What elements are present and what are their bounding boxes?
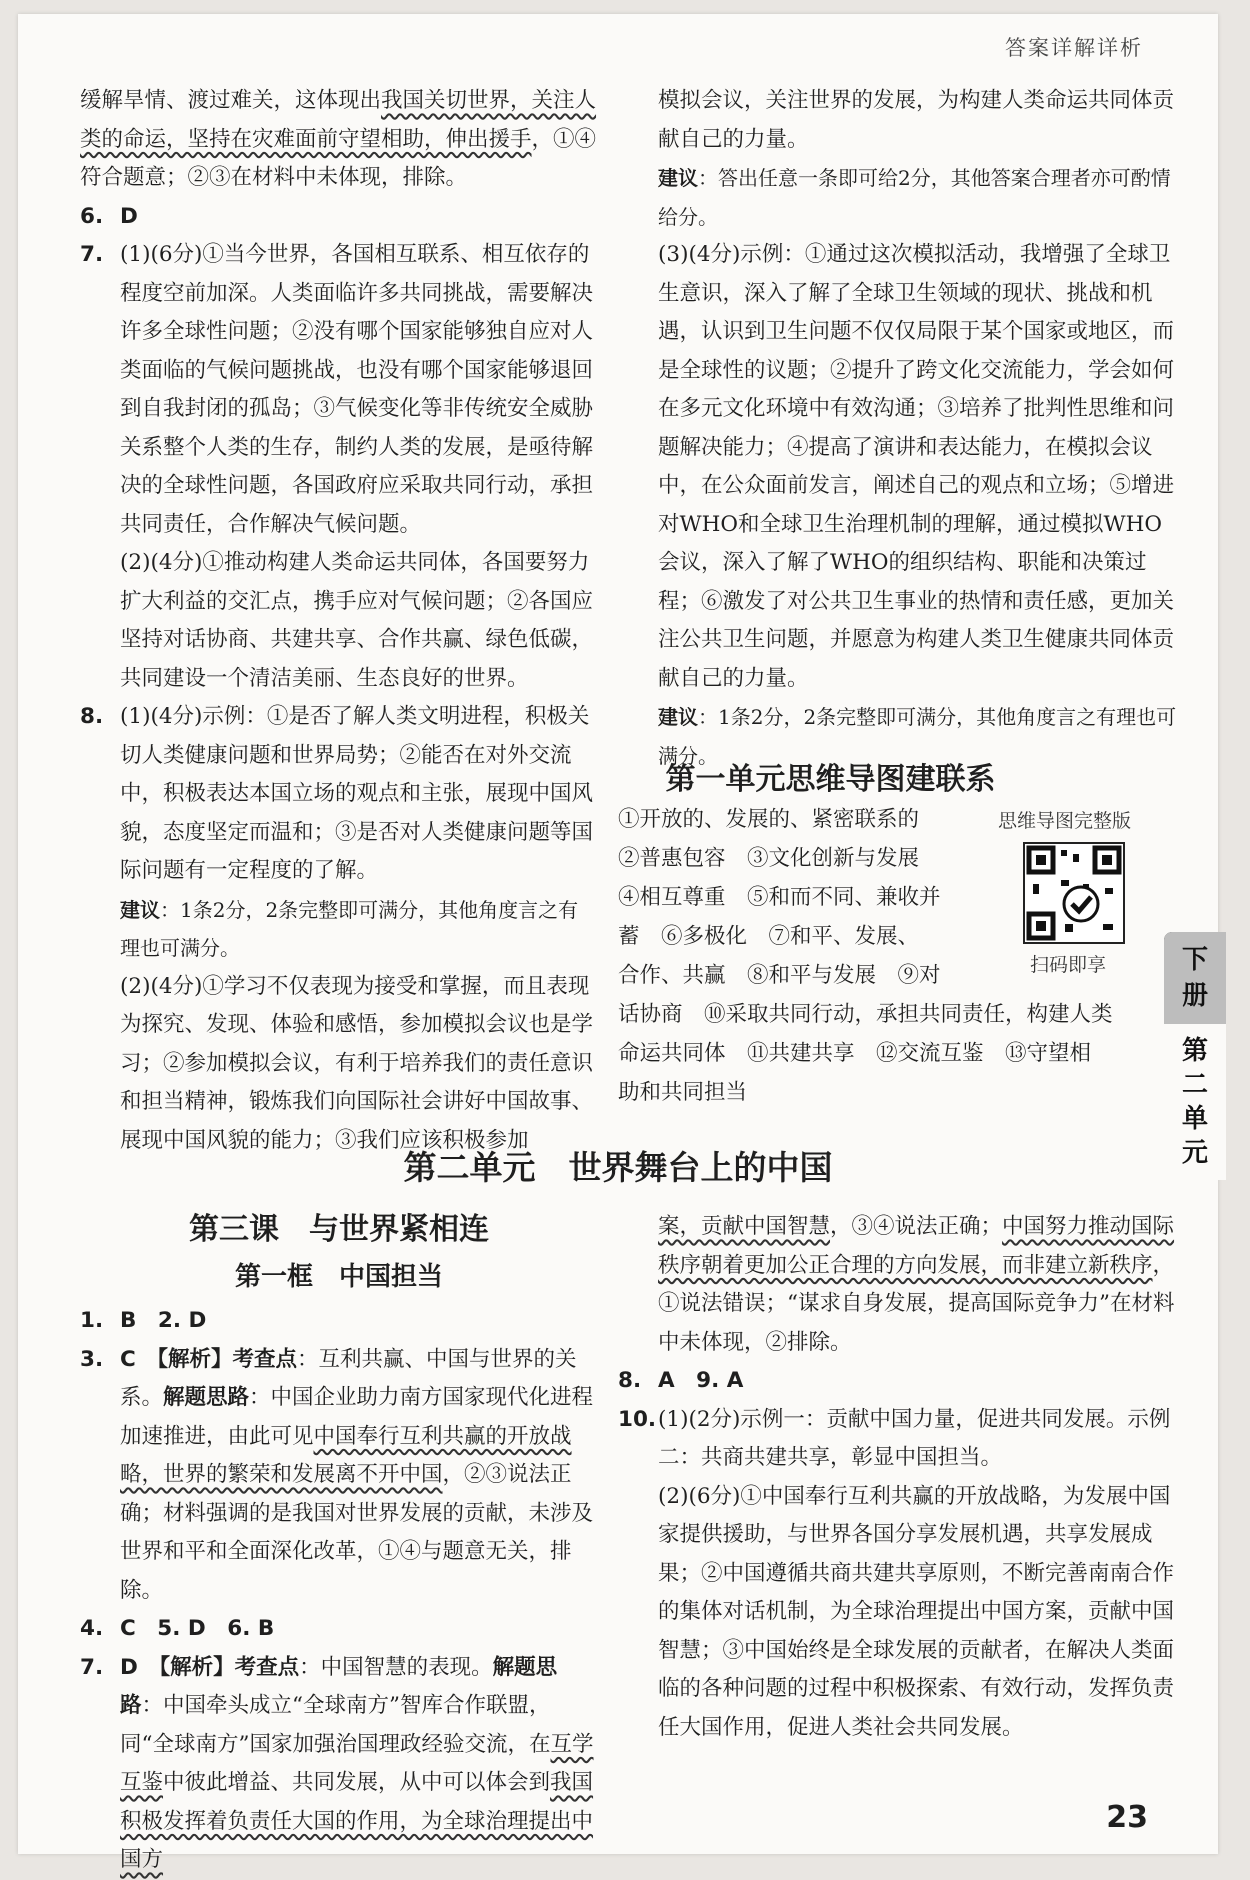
text-run: 中彼此增益、共同发展，从中可以体会到 <box>163 1770 551 1795</box>
header-title: 答案详解详析 <box>1005 36 1143 60</box>
text-run: C <box>120 1346 136 1372</box>
answer-paragraph <box>80 891 598 968</box>
answer-paragraph <box>80 968 598 1161</box>
text-run: ：中国企业助力南方国家现代化进程加速推进，由此可见 <box>120 1385 594 1449</box>
text-run: 案，贡献中国智慧 <box>658 1214 831 1239</box>
answer-paragraph <box>618 82 1178 159</box>
text-run: ，③④说法正确； <box>830 1214 1003 1239</box>
answer-paragraph <box>618 1208 1178 1362</box>
page-number: 23 <box>1106 1800 1148 1835</box>
left-column-bottom <box>80 1302 598 1880</box>
answer-page <box>18 14 1218 1872</box>
mindmap-item: 命运共同体 ⑪共建共享 ⑫交流互鉴 ⑬守望相 <box>618 1041 1092 1066</box>
answer-paragraph <box>618 1478 1178 1748</box>
text-run: 解题思路 <box>163 1385 250 1410</box>
mindmap-title: 第一单元思维导图建联系 <box>665 762 996 797</box>
right-column-top <box>618 82 1178 775</box>
qr-caption: 扫码即享 <box>1030 954 1107 976</box>
item-number: 1. <box>80 1308 104 1333</box>
answer-paragraph <box>80 82 598 198</box>
tab-volume-label: 下 册 <box>1181 945 1208 1011</box>
answer-paragraph <box>618 159 1178 236</box>
section-title: 第一框 中国担当 <box>234 1262 443 1292</box>
answer-item <box>80 1649 598 1880</box>
answer-item <box>80 1341 598 1611</box>
text-run: D <box>120 1654 138 1680</box>
item-number: 6. <box>80 203 104 229</box>
lesson-title: 第三课 与世界紧相连 <box>189 1212 489 1247</box>
text-run: 建议 <box>658 166 698 190</box>
text-run: 建议 <box>658 705 698 729</box>
item-number: 10. <box>618 1406 657 1432</box>
item-number: 7. <box>80 242 104 267</box>
text-run: (1)(2分)示例一：贡献中国力量，促进共同发展。示例二：共商共建共享，彰显中国担当。 <box>658 1406 1171 1470</box>
text-run: 建议 <box>120 897 160 922</box>
item-number: 8. <box>80 704 104 729</box>
answer-item <box>618 1401 1178 1478</box>
text-run: 中国奉行互利共赢的开放战略，世界的繁荣和发展离不开中国 <box>120 1423 572 1487</box>
item-number: 8. <box>618 1368 642 1393</box>
qr-label: 思维导图完整版 <box>998 810 1132 832</box>
tab-volume <box>1164 932 1226 1024</box>
answer-item <box>80 1302 598 1341</box>
mindmap-item: ④相互尊重 ⑤和而不同、兼收并 <box>618 885 941 910</box>
text-run: D <box>120 203 138 229</box>
mindmap-item: 蓄 ⑥多极化 ⑦和平、发展、 <box>618 924 920 949</box>
left-column-top <box>80 82 598 1160</box>
text-run: B 2. D <box>120 1308 207 1333</box>
text-run: ：中国智慧的表现。 <box>299 1654 493 1680</box>
text-run: 互学互鉴 <box>120 1731 594 1795</box>
text-run: 中国努力推动国际秩序朝着更加公正合理的方向发展，而非建立新秩序 <box>658 1214 1175 1278</box>
text-run: (2)(6分)①中国奉行互利共赢的开放战略，为发展中国家提供援助，与世界各国分享发展机遇，共享发展成果；②中国遵循共商共建共享原则，不断完善南南合作的集体对话机制，为全球治理提出中国方案，贡献中国智慧；③中国始终是全球发展的贡献者，在解决人类面临的各种问题的过程中积极探索、有效行动，发挥负责任大国作用，促进人类社会共同发展。 <box>658 1483 1175 1740</box>
text-run: ：中国牵头成立“全球南方”智库合作联盟，同“全球南方”国家加强治国理政经验交流，在 <box>120 1693 551 1757</box>
item-number: 3. <box>80 1346 104 1372</box>
text-run: ，②③说法正确；材料强调的是我国对世界发展的贡献，未涉及世界和平和全面深化改革，①④与题意无关，排除。 <box>120 1462 594 1603</box>
text-run: ，①④符合题意；②③在材料中未体现，排除。 <box>80 126 597 190</box>
answer-paragraph <box>618 236 1178 698</box>
text-run: 我国关切世界，关注人类的命运，坚持在灾难面前守望相助，伸出援手 <box>80 88 597 152</box>
text-run: ：1条2分，2条完整即可满分，其他角度言之有理也可满分。 <box>120 897 579 960</box>
answer-item <box>80 1610 598 1649</box>
text-run: (1)(4分)示例：①是否了解人类文明进程，积极关切人类健康问题和世界局势；②能否在对外交流中，积极表达本国立场的观点和主张，展现中国风貌，态度坚定而温和；③是否对人类健康问题等国际问题有一定程度的了解。 <box>120 704 594 883</box>
text-run: (3)(4分)示例：①通过这次模拟活动，我增强了全球卫生意识，深入了解了全球卫生领域的现状、挑战和机遇，认识到卫生问题不仅仅局限于某个国家或地区，而是全球性的议题；②提升了跨文化交流能力，学会如何在多元文化环境中有效沟通；③培养了批判性思维和问题解决能力；④提高了演讲和表达能力，在模拟会议中，在公众面前发言，阐述自己的观点和立场；⑤增进对WHO和全球卫生治理机制的理解，通过模拟WHO会议，深入了解了WHO的组织结构、职能和决策过程；⑥激发了对公共卫生事业的热情和责任感，更加关注公共卫生问题，并愿意为构建人类卫生健康共同体贡献自己的力量。 <box>658 242 1175 691</box>
text-run: 【解析】考查点 <box>135 1346 298 1372</box>
item-number: 7. <box>80 1654 104 1680</box>
answer-item <box>80 198 598 237</box>
tab-unit-label: 第 二 单 元 <box>1181 1036 1208 1168</box>
text-run: (2)(4分)①学习不仅表现为接受和掌握，而且表现为探究、发现、体验和感悟，参加模拟会议也是学习；②参加模拟会议，有利于培养我们的责任意识和担当精神，锻炼我们向国际社会讲好中国故事、展现中国风貌的能力；③我们应该积极参加 <box>120 973 594 1153</box>
mindmap-item: 话协商 ⑩采取共同行动，承担共同责任，构建人类 <box>618 1002 1113 1027</box>
mindmap-item: ②普惠包容 ③文化创新与发展 <box>618 846 920 871</box>
text-run: ：互利共赢、中国与世界的关系。 <box>120 1346 577 1410</box>
text-run: 解题思路 <box>120 1654 558 1718</box>
answer-item <box>80 698 598 891</box>
answer-item <box>80 236 598 544</box>
mindmap-item: 合作、共赢 ⑧和平与发展 ⑨对 <box>618 963 941 988</box>
item-number: 4. <box>80 1616 104 1641</box>
qr-code-icon[interactable] <box>1023 842 1125 944</box>
text-run: 【解析】考查点 <box>137 1654 300 1680</box>
answer-paragraph <box>80 544 598 698</box>
unit-title: 第二单元 世界舞台上的中国 <box>403 1148 833 1187</box>
text-run: 我国积极发挥着负责任大国的作用，为全球治理提出中国方 <box>120 1770 594 1872</box>
answer-item <box>618 1362 1178 1401</box>
text-run: 模拟会议，关注世界的发展，为构建人类命运共同体贡献自己的力量。 <box>658 88 1175 152</box>
text-run: ：答出任意一条即可给2分，其他答案合理者亦可酌情给分。 <box>658 166 1171 229</box>
text-run: ，①说法错误；“谋求自身发展，提高国际竞争力”在材料中未体现，②排除。 <box>658 1252 1175 1355</box>
text-run: 缓解旱情、渡过难关，这体现出 <box>80 88 382 113</box>
text-run: ：1条2分，2条完整即可满分，其他角度言之有理也可满分。 <box>658 705 1177 768</box>
right-column-bottom <box>618 1208 1178 1747</box>
text-run: (2)(4分)①推动构建人类命运共同体，各国要努力扩大利益的交汇点，携手应对气候问题；②各国应坚持对话协商、共建共享、合作共赢、绿色低碳，共同建设一个清洁美丽、生态良好的世界。 <box>120 550 594 691</box>
text-run: A 9. A <box>658 1368 744 1393</box>
mindmap-item: ①开放的、发展的、紧密联系的 <box>618 807 920 832</box>
mindmap-item: 助和共同担当 <box>618 1080 748 1105</box>
text-run: (1)(6分)①当今世界，各国相互联系、相互依存的程度空前加深。人类面临许多共同挑战，需要解决许多全球性问题；②没有哪个国家能够独自应对人类面临的气候问题挑战，也没有哪个国家能够退回到自我封闭的孤岛；③气候变化等非传统安全威胁关系整个人类的生存，制约人类的发展，是亟待解决的全球性问题，各国政府应采取共同行动，承担共同责任，合作解决气候问题。 <box>120 242 594 537</box>
text-run: C 5. D 6. B <box>120 1616 275 1641</box>
